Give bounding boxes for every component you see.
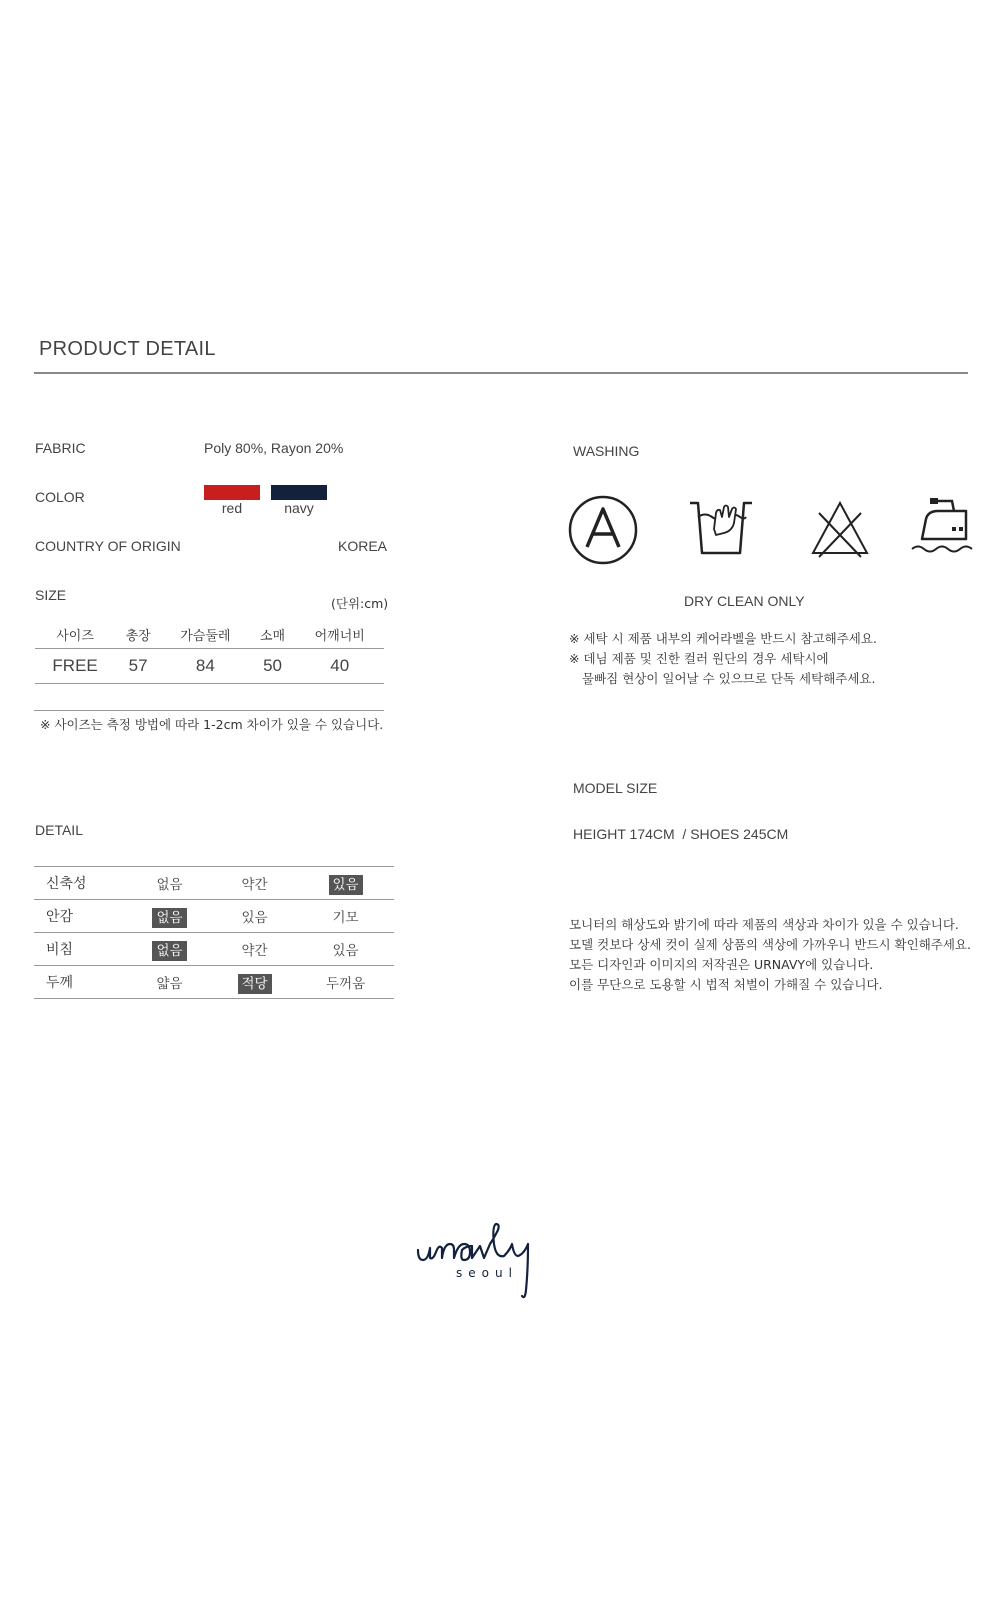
detail-option-selected: [127, 933, 212, 966]
detail-row-label: 비침: [34, 933, 127, 966]
size-header-cell: 사이즈: [35, 620, 115, 649]
title-divider: [34, 372, 968, 374]
size-cell: 84: [161, 649, 249, 684]
detail-label: DETAIL: [35, 822, 83, 838]
washing-caption: DRY CLEAN ONLY: [684, 593, 805, 609]
table-row: [34, 966, 394, 999]
fabric-value: Poly 80%, Rayon 20%: [204, 440, 344, 456]
origin-value: KOREA: [338, 538, 388, 554]
iron-low-icon: [908, 495, 978, 565]
model-size-label: MODEL SIZE: [573, 780, 658, 796]
detail-option-text: 있음: [332, 943, 359, 959]
size-label: SIZE: [35, 587, 67, 603]
size-table: [35, 620, 384, 684]
detail-option: [127, 966, 212, 999]
table-row: [34, 900, 394, 933]
detail-option: [212, 900, 297, 933]
fabric-label: FABRIC: [35, 440, 86, 456]
washing-note-2: ※ 데님 제품 및 진한 컬러 원단의 경우 세탁시에: [569, 651, 829, 666]
table-row: [34, 933, 394, 966]
detail-option: [297, 966, 394, 999]
detail-option: [297, 933, 394, 966]
detail-option: [212, 933, 297, 966]
disclaimer-line-4: 이를 무단으로 도용할 시 법적 처벌이 가해질 수 있습니다.: [569, 977, 883, 992]
size-header-cell: 총장: [115, 620, 161, 649]
size-table-header: [35, 620, 384, 649]
size-unit: (단위:cm): [331, 596, 389, 611]
color-swatch-red: [204, 485, 260, 516]
no-bleach-icon: [805, 495, 875, 565]
size-note: ※ 사이즈는 측정 방법에 따라 1-2cm 차이가 있을 수 있습니다.: [40, 717, 384, 732]
detail-option-text: 없음: [156, 877, 183, 893]
hand-wash-icon: [686, 495, 756, 565]
brand-logo: [414, 1210, 566, 1306]
model-size-value: HEIGHT 174CM / SHOES 245CM: [573, 826, 789, 842]
disclaimer-line-1: 모니터의 해상도와 밝기에 따라 제품의 색상과 차이가 있을 수 있습니다.: [569, 917, 959, 932]
table-row: [35, 649, 384, 684]
size-cell: 57: [115, 649, 161, 684]
size-header-cell: 소매: [250, 620, 296, 649]
washing-note-3: 물빠짐 현상이 일어날 수 있으므로 단독 세탁해주세요.: [582, 671, 876, 686]
detail-option-selected: [127, 900, 212, 933]
disclaimer-line-3: 모든 디자인과 이미지의 저작권은 URNAVY에 있습니다.: [569, 957, 874, 972]
size-header-cell: 어깨너비: [296, 620, 385, 649]
detail-table: [34, 866, 394, 999]
detail-option-text: 얇음: [156, 976, 183, 992]
detail-option-text: 약간: [241, 943, 268, 959]
detail-row-label: 두께: [34, 966, 127, 999]
swatch-chip: [204, 485, 260, 500]
detail-option-highlight: 없음: [152, 941, 186, 961]
color-swatch-navy: [271, 485, 327, 516]
origin-label: COUNTRY OF ORIGIN: [35, 538, 181, 554]
detail-row-label: 안감: [34, 900, 127, 933]
detail-row-label: 신축성: [34, 867, 127, 900]
detail-option-highlight: 없음: [152, 908, 186, 928]
detail-option-text: 기모: [332, 910, 359, 926]
detail-option-selected: [297, 867, 394, 900]
size-cell: 40: [296, 649, 385, 684]
detail-option: [127, 867, 212, 900]
detail-option-text: 두꺼움: [325, 976, 366, 992]
size-note-divider: [34, 710, 384, 711]
swatch-label: navy: [284, 500, 314, 516]
size-header-cell: 가슴둘레: [161, 620, 249, 649]
detail-option: [212, 867, 297, 900]
detail-option-selected: [212, 966, 297, 999]
size-cell: 50: [250, 649, 296, 684]
dry-clean-a-icon: [568, 495, 638, 565]
color-label: COLOR: [35, 489, 85, 505]
page-title: PRODUCT DETAIL: [39, 338, 216, 360]
washing-note-1: ※ 세탁 시 제품 내부의 케어라벨을 반드시 참고해주세요.: [569, 631, 877, 646]
detail-option-highlight: 있음: [329, 875, 363, 895]
detail-option-highlight: 적당: [238, 974, 272, 994]
detail-option-text: 약간: [241, 877, 268, 893]
table-row: [34, 867, 394, 900]
brand-subtext: seoul: [456, 1266, 518, 1280]
disclaimer-line-2: 모델 컷보다 상세 컷이 실제 상품의 색상에 가까우니 반드시 확인해주세요.: [569, 937, 971, 952]
detail-option-text: 있음: [241, 910, 268, 926]
swatch-chip: [271, 485, 327, 500]
size-cell: FREE: [35, 649, 115, 684]
swatch-label: red: [221, 500, 243, 516]
detail-option: [297, 900, 394, 933]
washing-label: WASHING: [573, 443, 640, 459]
